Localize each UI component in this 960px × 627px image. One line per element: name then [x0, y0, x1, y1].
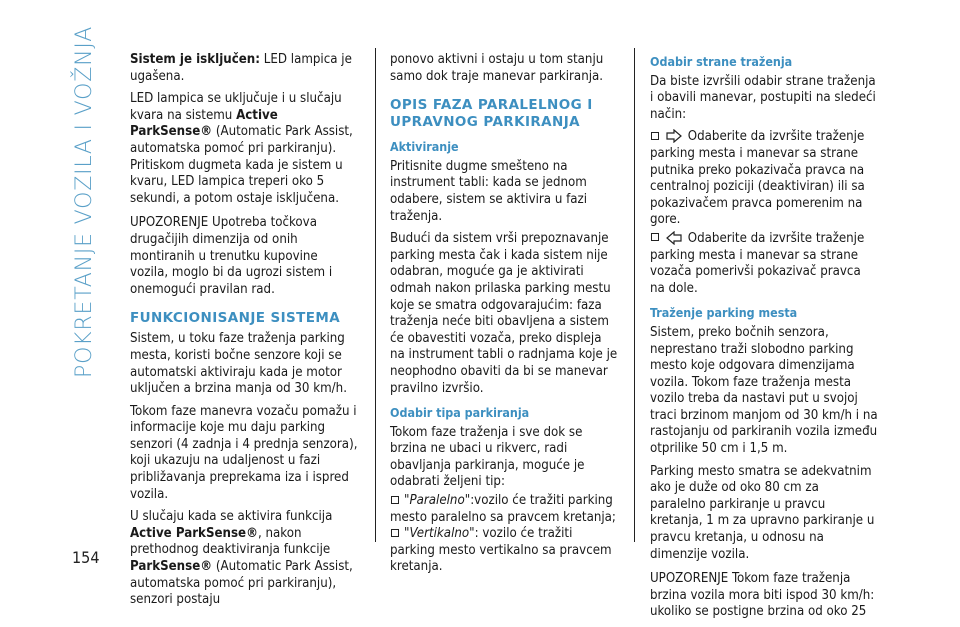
arrow-right-icon [666, 129, 682, 143]
bullet-paralelno-name: Paralelno [409, 493, 465, 509]
bullet-vertikalno: "Vertikalno": vozilo će tražiti parking mesto vertikalno sa pravcem kretanja. [390, 526, 612, 575]
bullet-paralelno: "Paralelno":vozilo će tražiti parking mesto paralelno sa pravcem kretanja; [390, 493, 616, 525]
heading-odabir-strane: Odabir strane traženja [650, 54, 793, 69]
paragraph-system-off [130, 52, 358, 85]
paragraph-type-select: Tokom faze traženja i sve dok se brzina ne ubaci u rikverc, radi obavljanja parkiranja, moguće je odabrati željeni tip: [390, 424, 585, 490]
paragraph-maneuver-phase: Tokom faze manevra vozaču pomažu i informacije koje mu daju parking senzori (4 zadnja i 4 prednja senzora), koji ukazuju na udaljenost u fazi približavanja preprekama iza i ispred vozila. [130, 403, 358, 502]
paragraph-led-fault [130, 91, 358, 207]
checkbox-bullet-icon [391, 496, 399, 504]
paragraph-search-phase: Sistem, u toku faze traženja parking mesta, koristi bočne senzore koji se automatski aktiviraju kada je motor uključen a brzina manja od 30 km/h. [130, 331, 347, 397]
warning-wheels: UPOZORENJE Upotreba točkova drugačijih dimenzija od onih montiranih u trenutku kupovine vozila, moglo bi da ugrozi sistem i onemogući pravilan rad. [130, 215, 333, 297]
arrow-left-icon [666, 231, 682, 245]
column-2 [390, 52, 618, 582]
paragraph-search-sensors: Sistem, preko bočnih senzora, neprestano traži slobodno parking mesto koje odgovara dimenzijama vozila. Tokom faze traženja mesta vozilo treba da nastavi put u svojoj traci brzinom manjom od 30 km/h i na rastojanju od parkiranih vozila između otprilike 50 cm i 1,5 m. [650, 324, 878, 457]
paragraph-side-intro: Da biste izvršili odabir strane traženja i obavili manevar, postupiti na sledeći način: [650, 73, 876, 122]
paragraph-continuation: ponovo aktivni i ostaju u tom stanju samo dok traje manevar parkiranja. [390, 52, 604, 84]
brand-active-parksense-2: Active ParkSense® [130, 525, 258, 541]
activation-text-a: U slučaju kada se aktivira funkcija [130, 509, 333, 525]
activation-text-c: , nakon prethodnog deaktiviranja funkcije [130, 525, 331, 558]
heading-funkcionisanje: FUNKCIONISANJE SISTEMA [130, 310, 341, 327]
bullet-driver-text: Odaberite da izvršite traženje parking mesta i manevar sa strane vozača pomerivši pokazivač pravca na dole. [650, 230, 865, 296]
heading-opis-faza: OPIS FAZA PARALELNOG I UPRAVNOG PARKIRANJA [390, 97, 593, 131]
system-off-lead: Sistem je isključen: [130, 52, 260, 67]
paragraph-adequate-spot: Parking mesto smatra se adekvatnim ako je duže od oko 80 cm za paralelno parkiranje u pravcu kretanja, 1 m za upravno parkiranje u pravcu kretanja, u odnosu na dimenzije vozila. [650, 463, 875, 562]
paragraph-press-button: Pritisnite dugme smešteno na instrument tabli: kada se jednom odabere, sistem se aktivira u fazi traženja. [390, 158, 588, 224]
checkbox-bullet-icon [651, 132, 659, 140]
column-1 [130, 52, 358, 615]
bullet-passenger-side [650, 129, 878, 229]
paragraph-activation-case [130, 509, 358, 609]
paragraph-recognition: Budući da sistem vrši prepoznavanje parking mesta čak i kada sistem nije odabran, moguće ga je aktivirati odmah nakon prilaska parking mestu koje se smatra odgovarajućim: faza traženja neće biti obavljena a sistem će obavestiti vozača, preko displeja na instrument tabli o radnjama koje je neophodno obaviti da bi se manevar pravilno izvršio. [390, 231, 618, 396]
heading-odabir-tipa: Odabir tipa parkiranja [390, 405, 530, 421]
page-number: 154 [72, 548, 100, 567]
brand-active-parksense: Active ParkSense® [130, 107, 278, 140]
checkbox-bullet-icon [651, 233, 659, 241]
column-3 [650, 52, 878, 627]
bullet-passenger-text: Odaberite da izvršite traženje parking mesta i manevar sa strane putnika preko pokazivača pravca na centralnoj poziciji (deaktiviran) ili sa pokazivačem pravca pomerenim na gore. [650, 129, 865, 228]
column-divider-2 [634, 48, 635, 542]
bullet-paralelno-text: :vozilo će tražiti parking mesto paralelno sa pravcem kretanja; [390, 493, 616, 525]
warning-speed: UPOZORENJE Tokom faze traženja brzina vozila mora biti ispod 30 km/h: ukoliko se postigne brzina od oko 25 [650, 571, 875, 620]
brand-parksense: ParkSense® [130, 559, 213, 575]
bullet-vertikalno-text: : vozilo će tražiti parking mesto vertikalno sa pravcem kretanja. [390, 526, 612, 575]
sidebar-chapter-title: POKRETANJE VOZILA I VOŽNJA [72, 25, 97, 378]
bullet-driver-side [650, 231, 878, 297]
column-divider-1 [375, 48, 376, 542]
led-fault-text-a: LED lampica se uključuje i u slučaju kvara na sistemu [130, 91, 342, 123]
checkbox-bullet-icon [391, 529, 399, 537]
bullet-vertikalno-name: Vertikalno [409, 526, 470, 542]
heading-aktiviranje: Aktiviranje [390, 139, 459, 155]
heading-trazenje: Traženje parking mesta [650, 305, 798, 321]
led-fault-text-c: (Automatic Park Assist, automatska pomoć pri parkiranju). Pritiskom dugmeta kada je sistem u kvaru, LED lampica treperi oko 5 sekundi, a potom ostaje isključena. [130, 124, 353, 206]
system-off-text: LED lampica je ugašena. [130, 52, 352, 84]
activation-text-e: (Automatic Park Assist, automatska pomoć pri parkiranju), senzori postaju [130, 559, 353, 608]
